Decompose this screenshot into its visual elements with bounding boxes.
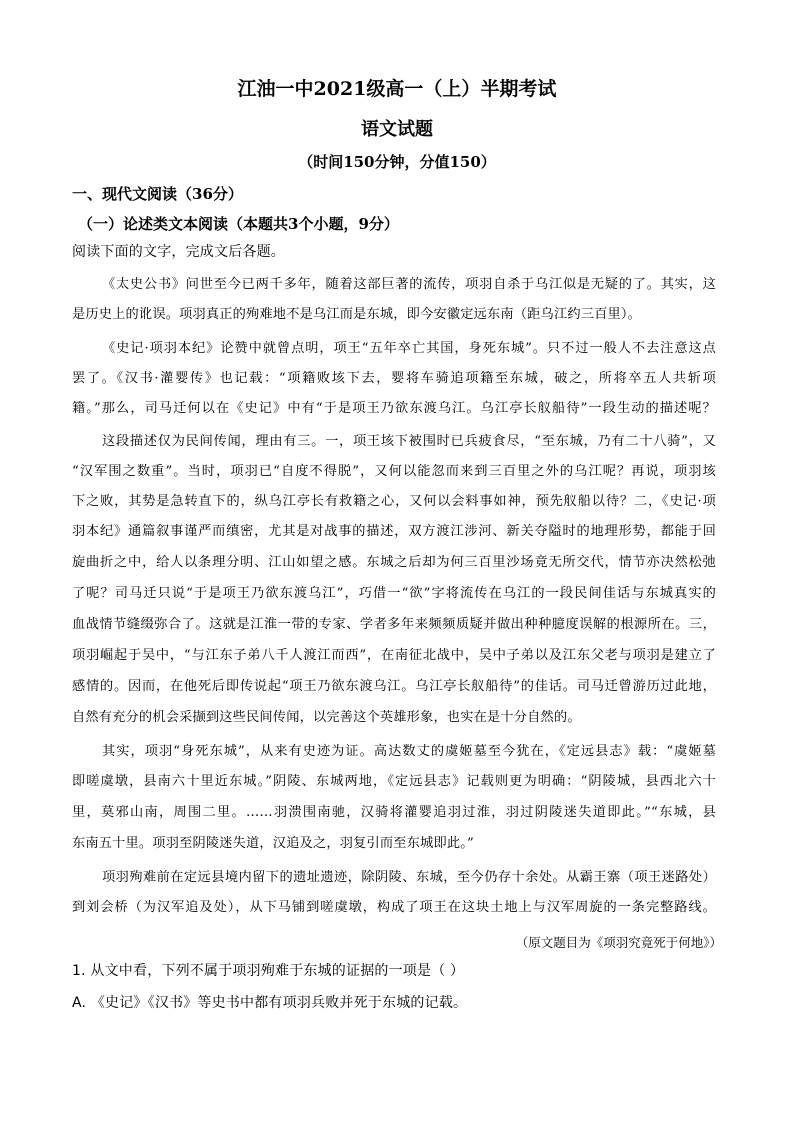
passage-line: 项羽崛起于吴中，“与江东子弟八千人渡江而西”，在南征北战中，吴中子弟以及江东父老与项羽是建立了 bbox=[72, 648, 716, 663]
passage-line: 即嗟虞墩，县南六十里近东城。”阴陵、东城两地，《定远县志》记载则更为明确：“阴陵城，县西北六十 bbox=[72, 774, 716, 789]
subject-title: 语文试题 bbox=[361, 119, 433, 140]
passage-line: 《史记·项羽本纪》论赞中就曾点明，项王“五年卒亡其国，身死东城”。只不过一般人不去注意这点 bbox=[102, 341, 716, 356]
passage-line: 东南五十里。项羽至阴陵迷失道，汉追及之，羽复引而至东城即此。” bbox=[72, 836, 474, 851]
passage-line: “汉军围之数重”。当时，项羽已“自度不得脱”，又何以能忽而来到三百里之外的乌江呢？再说，项羽垓 bbox=[72, 464, 716, 479]
passage-line: 血战情节缝缀弥合了。这就是江淮一带的专家、学者多年来频频质疑并做出种种臆度误解的根源所在。三， bbox=[72, 617, 716, 632]
passage-line: 项羽殉难前在定远县境内留下的遗址遗迹，除阴陵、东城，至今仍存十余处。从霸王寨（项王迷路处） bbox=[102, 870, 716, 885]
passage-line: 这段描述仅为民间传闻，理由有三。一，项王垓下被围时已兵疲食尽，“至东城，乃有二十八骑”，又 bbox=[102, 434, 716, 449]
time-score-info: （时间150分钟，分值150） bbox=[298, 153, 496, 171]
passage-line: 了呢？司马迁只说“于是项王乃欲东渡乌江”，巧借一“欲”字将流传在乌江的一段民间佳话与东城真实的 bbox=[72, 586, 716, 601]
passage-line: 旋曲折之中，给人以条理分明、江山如望之感。东城之后却为何三百里沙场竟无所交代，情节亦决然松弛 bbox=[72, 555, 716, 570]
passage-line: 里，莫邪山南，周围二里。……羽溃围南驰，汉骑将灌婴追羽过淮，羽过阴陵迷失道即此。”“东城，县 bbox=[72, 805, 716, 820]
passage-line: 其实，项羽“身死东城”，从来有史迹为证。高达数丈的虞姬墓至今犹在，《定远县志》载：“虞姬墓 bbox=[102, 744, 716, 759]
passage-line: 到刘会桥（为汉军追及处），从下马铺到嗟虞墩，构成了项王在这块土地上与汉军周旋的一条完整路线。 bbox=[72, 900, 716, 915]
question-stem: 1. 从文中看，下列不属于项羽殉难于东城的证据的一项是（ ） bbox=[72, 963, 465, 979]
section-heading: 一、现代文阅读（36分） bbox=[72, 185, 243, 203]
passage-line: 罢了。《汉书·灌婴传》也记载：“项籍败垓下去，婴将车骑追项籍至东城，破之，所将卒五人共斩项 bbox=[72, 371, 716, 386]
passage-line: 羽本纪》通篇叙事谨严而缜密，尤其是对战事的描述，双方渡江涉河、新关夺隘时的地理形势，都能于回 bbox=[72, 524, 716, 539]
passage-line: 《太史公书》问世至今已两千多年，随着这部巨著的流传，项羽自杀于乌江似是无疑的了。其实，这 bbox=[102, 277, 716, 292]
question-option-a: A. 《史记》《汉书》等史书中都有项羽兵败并死于东城的记载。 bbox=[72, 995, 468, 1011]
passage-line: 感情的。因而，在他死后即传说起“项王乃欲东渡乌江。乌江亭长舣船待”的佳话。司马迁曾游历过此地， bbox=[72, 679, 716, 694]
reading-instruction: 阅读下面的文字，完成文后各题。 bbox=[72, 244, 285, 260]
passage-line: 下之败，其势是急转直下的，纵乌江亭长有救籍之心，又何以会料事如神，预先舣船以待？二，《史记·项 bbox=[72, 494, 716, 509]
exam-title: 江油一中2021级高一（上）半期考试 bbox=[237, 78, 557, 100]
subsection-heading: （一）论述类文本阅读（本题共3个小题，9分） bbox=[78, 215, 399, 233]
passage-line: 自然有充分的机会采撷到这些民间传闻，以完善这个英雄形象，也实在是十分自然的。 bbox=[72, 710, 581, 725]
passage-line: 是历史上的讹误。项羽真正的殉难地不是乌江而是东城，即今安徽定远东南（距乌江约三百里）。 bbox=[72, 307, 642, 322]
passage-line: 籍。”那么，司马迁何以在《史记》中有“于是项王乃欲东渡乌江。乌江亭长舣船待”一段生动的描述呢？ bbox=[72, 401, 716, 416]
passage-source: （原文题目为《项羽究竟死于何地》） bbox=[515, 935, 722, 950]
